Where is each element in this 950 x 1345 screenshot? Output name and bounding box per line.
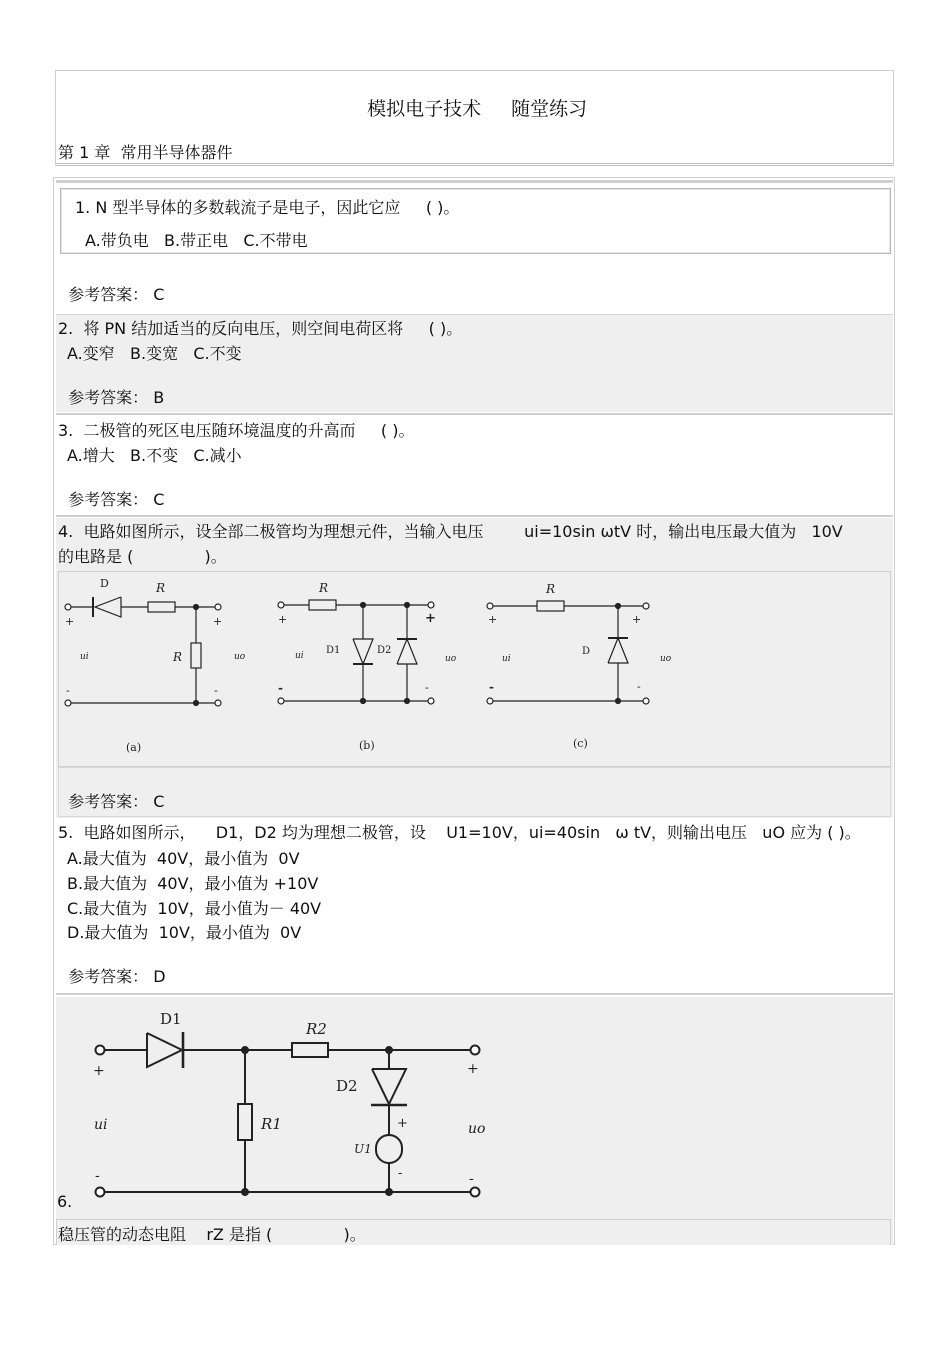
circuit-a	[60, 575, 246, 755]
circuit-c-d-label: D	[582, 646, 591, 657]
circuit-q5	[80, 1003, 500, 1208]
circuit-a-plus-out: +	[213, 615, 223, 628]
circuit-b-d2-label: D2	[377, 645, 392, 656]
circuit-b-plus-out: +	[425, 611, 436, 626]
circuit-c-uo-label: uo	[660, 654, 672, 664]
circuit-b-r-label: R	[319, 581, 329, 595]
question-4-answer: 参考答案： C	[68, 792, 165, 811]
page-title: 模拟电子技术 随堂练习	[367, 98, 588, 120]
question-2-stem: 2. 将 PN 结加适当的反向电压，则空间电荷区将 ( )。	[58, 319, 463, 338]
question-6-number: 6.	[57, 1192, 73, 1211]
question-5-answer: 参考答案： D	[68, 967, 166, 986]
chapter-title: 第 1 章 常用半导体器件	[58, 143, 233, 162]
circuit-q5-ui-label: ui	[94, 1117, 108, 1133]
page-subtitle: 随堂练习	[511, 98, 588, 120]
circuit-b-uo-label: uo	[445, 654, 457, 664]
circuit-q5-plus-out: +	[467, 1061, 479, 1077]
circuit-b-plus-in: +	[278, 613, 288, 626]
question-2-options: A.变窄 B.变宽 C.不变	[67, 344, 242, 363]
circuit-a-d-label: D	[100, 577, 109, 590]
circuit-q5-plus-u1: +	[397, 1116, 408, 1131]
circuit-a-r2-label: R	[173, 650, 183, 664]
question-5-option-a: A.最大值为 40V，最小值为 0V	[67, 849, 300, 868]
question-5-option-d: D.最大值为 10V，最小值为 0V	[67, 923, 302, 942]
circuit-q5-uo-label: uo	[468, 1121, 486, 1137]
question-1-stem: 1. N 型半导体的多数载流子是电子，因此它应 ( )。	[75, 198, 460, 217]
circuit-q5-minus-u1: -	[398, 1166, 403, 1181]
circuit-c-ui-label: ui	[502, 654, 511, 664]
circuit-a-caption: (a)	[126, 741, 142, 754]
circuit-b-minus-in: -	[278, 681, 283, 695]
circuit-a-plus-in: +	[65, 615, 75, 628]
circuit-a-r-label: R	[156, 581, 166, 595]
circuit-c	[482, 575, 682, 755]
circuit-c-caption: (c)	[573, 737, 588, 750]
circuit-a-uo-label: uo	[234, 652, 246, 662]
question-6-stem: 稳压管的动态电阻 rZ 是指 ( )。	[58, 1225, 366, 1244]
circuit-a-minus-in: -	[66, 684, 70, 697]
circuit-q5-minus-in: -	[95, 1168, 100, 1184]
circuit-b-minus-out: -	[425, 681, 429, 694]
circuit-b	[273, 575, 473, 755]
circuit-b-ui-label: ui	[295, 651, 304, 661]
circuit-c-plus-out: +	[632, 613, 642, 626]
question-5-option-c: C.最大值为 10V，最小值为－ 40V	[67, 899, 322, 918]
circuit-c-plus-in: +	[488, 613, 498, 626]
question-4-answer-frame	[58, 767, 891, 817]
question-1-options: A.带负电 B.带正电 C.不带电	[85, 231, 308, 250]
circuit-c-minus-in: -	[489, 680, 494, 694]
circuit-q5-plus-in: +	[93, 1063, 105, 1079]
circuit-b-d1-label: D1	[326, 645, 341, 656]
question-3-answer: 参考答案： C	[68, 490, 165, 509]
circuit-q5-r1-label: R1	[261, 1115, 282, 1133]
circuit-a-ui-label: ui	[80, 652, 89, 662]
question-3-stem: 3. 二极管的死区电压随环境温度的升高而 ( )。	[58, 421, 415, 440]
circuit-q5-r2-label: R2	[306, 1020, 327, 1038]
circuit-c-minus-out: -	[637, 680, 641, 693]
circuit-q5-u1-label: U1	[354, 1142, 372, 1156]
circuit-c-r-label: R	[546, 582, 556, 596]
circuit-q5-d1-label: D1	[160, 1010, 182, 1028]
question-3-options: A.增大 B.不变 C.减小	[67, 446, 242, 465]
question-4-stem: 4. 电路如图所示，设全部二极管均为理想元件，当输入电压 ui=10sin ωtV 时，输出电压最大值为 10V	[58, 522, 843, 541]
question-5-option-b: B.最大值为 40V，最小值为 +10V	[67, 874, 319, 893]
circuit-b-caption: (b)	[359, 739, 375, 752]
question-2-answer: 参考答案： B	[68, 388, 165, 407]
question-4-stem-2: 的电路是 ( )。	[58, 547, 227, 566]
question-1-answer: 参考答案： C	[68, 285, 165, 304]
circuit-q5-d2-label: D2	[336, 1077, 358, 1095]
circuit-q5-minus-out: -	[469, 1171, 474, 1187]
circuit-a-minus-out: -	[214, 684, 218, 697]
question-5-stem: 5. 电路如图所示， D1，D2 均为理想二极管，设 U1=10V，ui=40sin ω tV，则输出电压 uO 应为 ( )。	[58, 823, 861, 842]
